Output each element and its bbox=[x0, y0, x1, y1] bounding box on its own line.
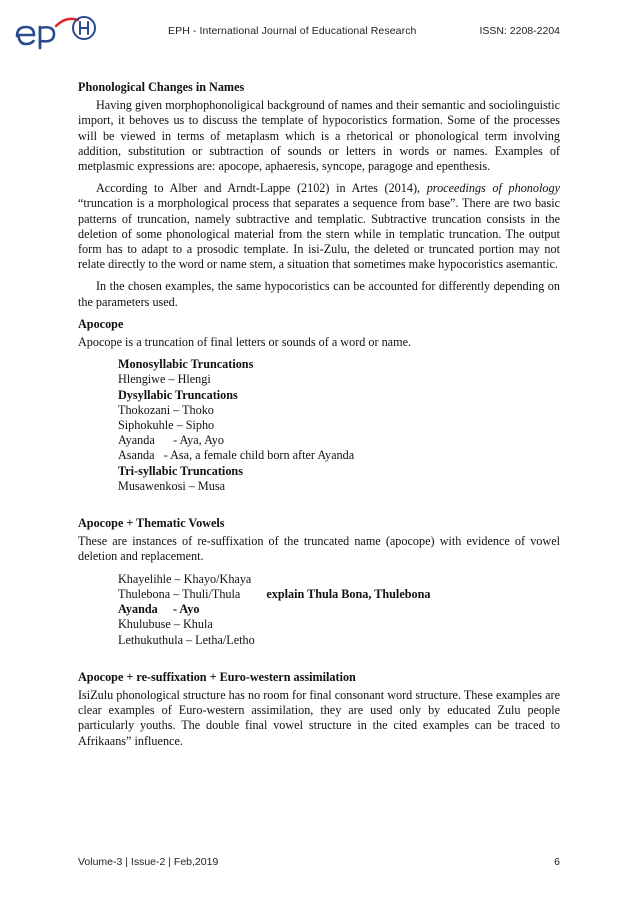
example-item bbox=[118, 587, 560, 602]
example-item: Musawenkosi – Musa bbox=[118, 478, 225, 493]
paragraph-text: “truncation is a morphological process that separates a sequence from base”. There are two basic patterns of truncation, namely subtractive and templatic. Subtractive truncation consists in the deletion of some phonological material from the stern while in templatic truncation. The output form has to adapt to a prosodic template. In isi-Zulu, the deleted or truncated portion may not relate directly to the word or name stem, a situation that sometimes make hypocoristics asemantic. bbox=[78, 196, 560, 272]
issn: ISSN: 2208-2204 bbox=[479, 25, 560, 37]
example-subheading: Tri-syllabic Truncations bbox=[118, 463, 243, 478]
example-item: Ayanda - Ayo bbox=[118, 602, 200, 617]
journal-title: EPH - International Journal of Educational Research bbox=[168, 25, 417, 37]
example-item: Asanda - Asa, a female child born after Ayanda bbox=[118, 448, 355, 463]
section-heading-phonological: Phonological Changes in Names bbox=[78, 80, 245, 94]
page-header bbox=[0, 0, 638, 60]
example-subheading: Monosyllabic Truncations bbox=[118, 357, 254, 372]
example-item: Khulubuse – Khula bbox=[118, 617, 213, 632]
example-item: Siphokuhle – Sipho bbox=[118, 418, 215, 433]
paragraph: Apocope is a truncation of final letters or sounds of a word or name. bbox=[78, 335, 412, 350]
spacer bbox=[78, 494, 560, 516]
section-heading-euro-western: Apocope + re-suffixation + Euro-western assimilation bbox=[78, 669, 356, 684]
paragraph: Having given morphophonoligical background of names and their semantic and sociolinguistic import, it behoves us to discuss the template of hypocoristics formation. Some of the processes will be viewed in terms of metaplasm which is a rhetorical or phonological term involving addition, substitution or subtraction of sounds or letters in words or names. Examples of metplasmic expressions are: apocope, aphaeresis, syncope, paragoge and epenthesis. bbox=[78, 98, 560, 174]
spacer bbox=[78, 648, 560, 670]
footer-volume: Volume-3 | Issue-2 | Feb,2019 bbox=[78, 856, 219, 868]
section-heading-apocope: Apocope bbox=[78, 316, 124, 331]
page-number: 6 bbox=[554, 856, 560, 868]
example-item: Ayanda - Aya, Ayo bbox=[118, 433, 224, 448]
example-item: Hlengiwe – Hlengi bbox=[118, 372, 211, 387]
example-item: Lethukuthula – Letha/Letho bbox=[118, 632, 255, 647]
paragraph-text: According to Alber and Arndt-Lappe (2102) in Artes (2014), bbox=[96, 181, 427, 196]
example-note: explain Thula Bona, Thulebona bbox=[266, 586, 431, 601]
section-heading-thematic: Apocope + Thematic Vowels bbox=[78, 516, 225, 531]
italic-title: proceedings of phonology bbox=[426, 181, 560, 196]
example-list-thematic bbox=[118, 572, 560, 648]
paragraph: In the chosen examples, the same hypocoristics can be accounted for differently depending on the parameters used. bbox=[78, 279, 560, 309]
example-text: Thulebona – Thuli/Thula bbox=[118, 586, 241, 601]
example-item: Thokozani – Thoko bbox=[118, 402, 214, 417]
eph-logo bbox=[14, 14, 100, 50]
paragraph: These are instances of re-suffixation of the truncated name (apocope) with evidence of vowel deletion and replacement. bbox=[78, 534, 560, 564]
article-body bbox=[78, 80, 560, 756]
paragraph: IsiZulu phonological structure has no room for final consonant word structure. These examples are clear examples of Euro-western assimilation, they are used only by educated Zulu people particularly youths. The double final vowel structure in the cited examples can be traced to Afrikaans” influence. bbox=[78, 687, 560, 748]
example-subheading: Dysyllabic Truncations bbox=[118, 387, 238, 402]
paragraph bbox=[78, 181, 560, 272]
example-list-apocope bbox=[118, 357, 560, 494]
example-item: Khayelihle – Khayo/Khaya bbox=[118, 571, 252, 586]
